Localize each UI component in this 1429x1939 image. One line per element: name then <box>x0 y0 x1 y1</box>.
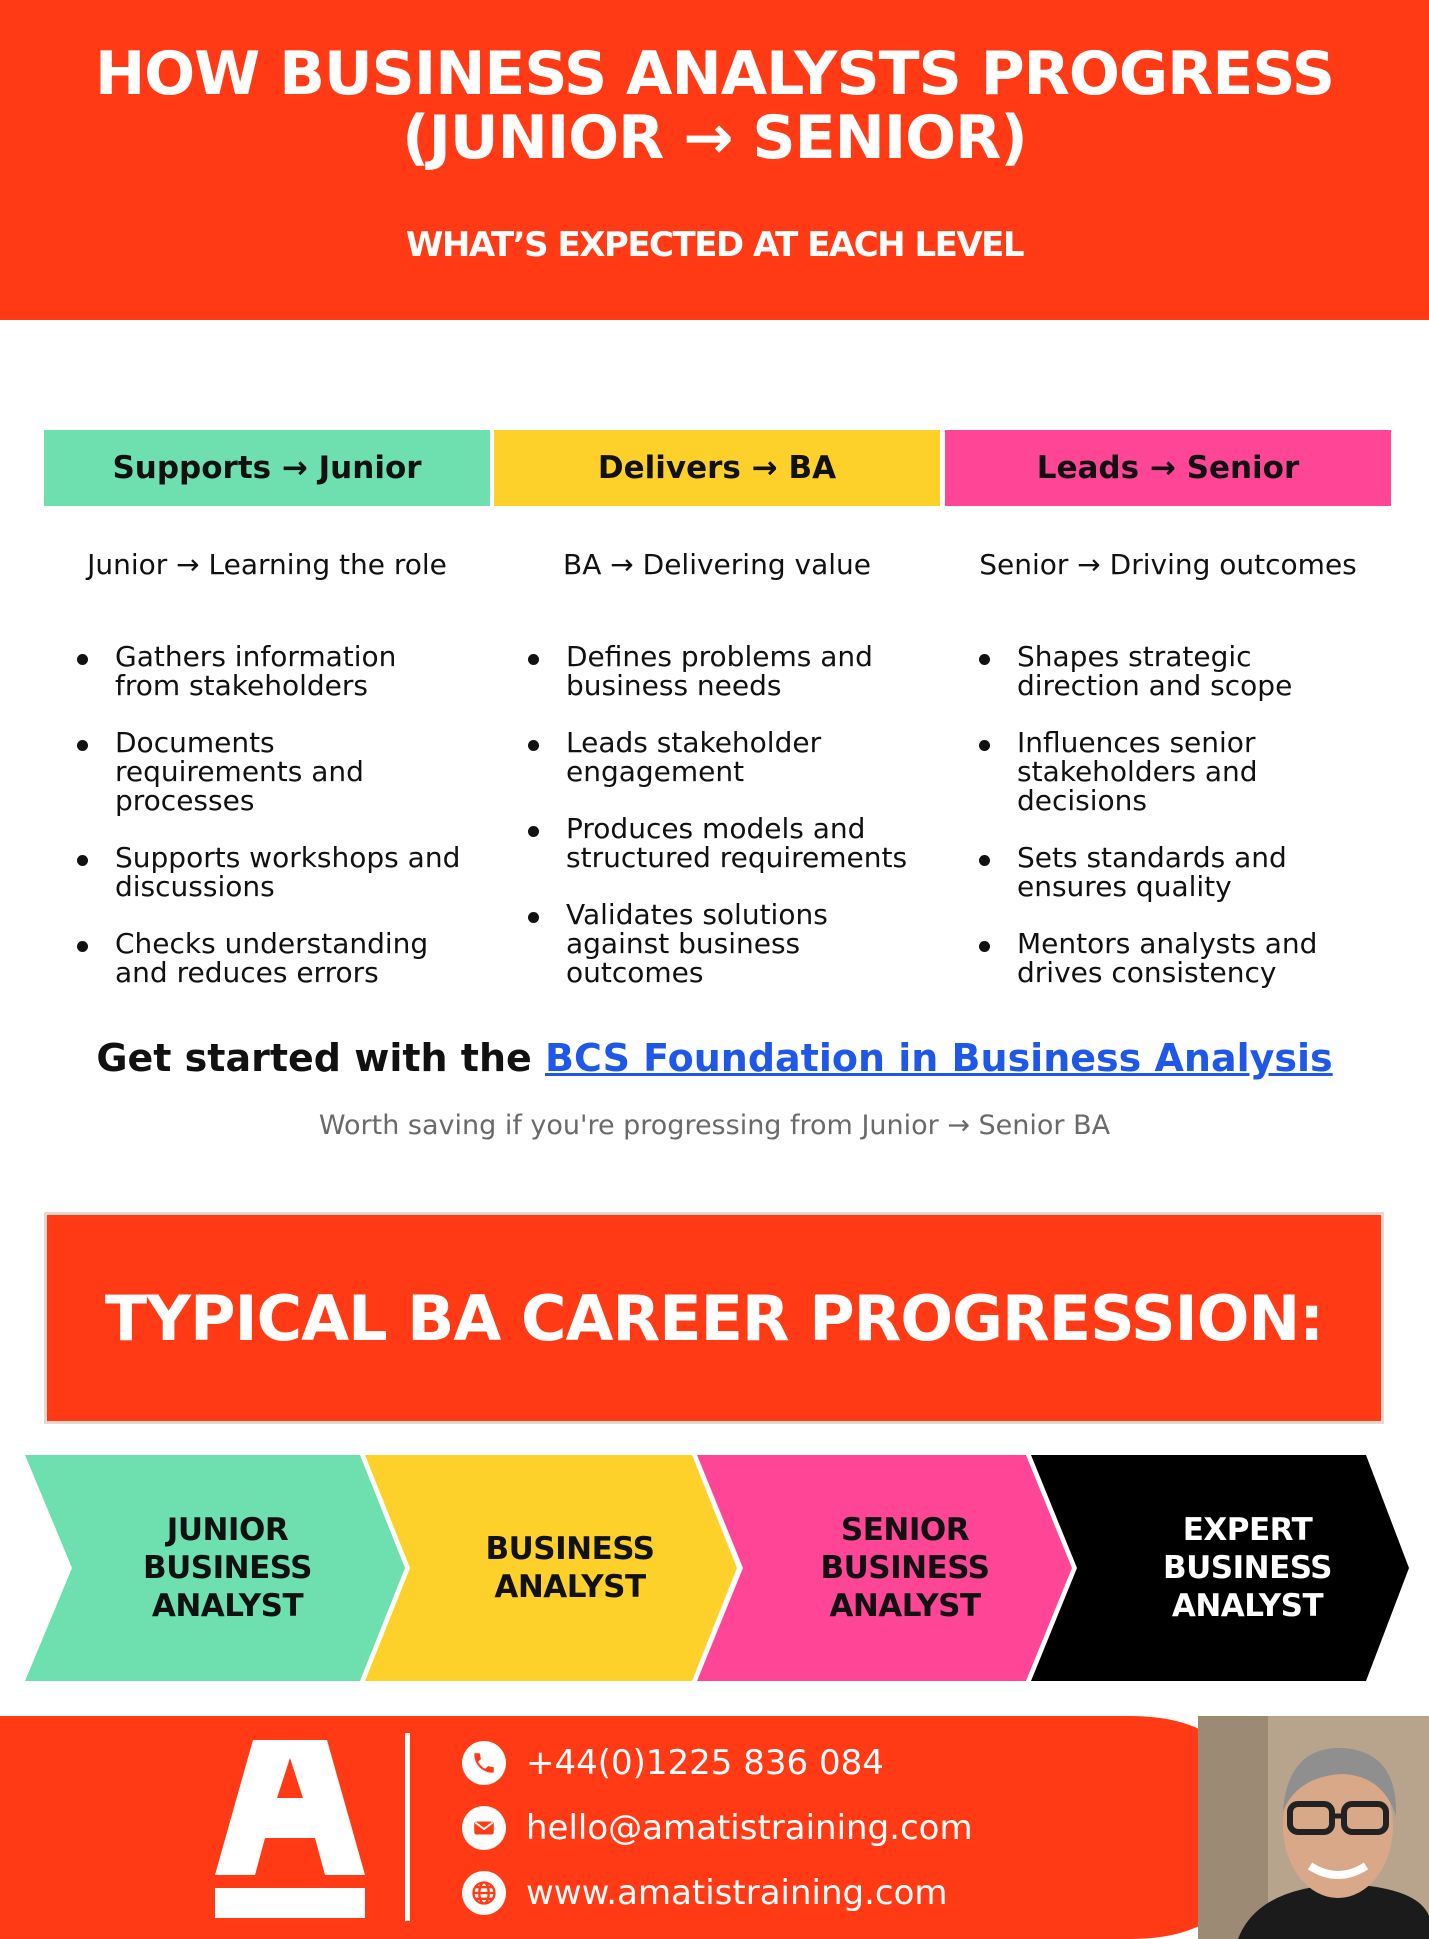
list-item: Checks understanding and reduces errors <box>75 929 480 987</box>
list-item: Influences senior stakeholders and decisions <box>977 728 1307 815</box>
list-item: Supports workshops and discussions <box>75 843 480 901</box>
phone-number: +44(0)1225 836 084 <box>526 1743 884 1783</box>
chevron-label-junior: JUNIOR BUSINESS ANALYST <box>142 1512 313 1624</box>
list-item: Shapes strategic direction and scope <box>977 642 1357 700</box>
email-icon <box>462 1806 506 1850</box>
ba-expectations-list <box>526 642 926 1015</box>
cta-line <box>0 1036 1429 1080</box>
column-subheading-junior: Junior → Learning the role <box>87 548 447 581</box>
phone-icon <box>462 1741 506 1785</box>
saving-note: Worth saving if you're progressing from Junior → Senior BA <box>318 1110 1111 1141</box>
chevron-label-ba: BUSINESS ANALYST <box>485 1531 655 1605</box>
list-item: Gathers information from stakeholders <box>75 642 430 700</box>
presenter-photo <box>1198 1716 1429 1939</box>
column-heading-junior: Supports → Junior <box>44 430 490 506</box>
senior-expectations-list <box>977 642 1377 1015</box>
column-subheading-senior: Senior → Driving outcomes <box>979 548 1357 581</box>
bcs-foundation-link[interactable]: BCS Foundation in Business Analysis <box>545 1036 1333 1080</box>
title-line-1: HOW BUSINESS ANALYSTS PROGRESS <box>94 39 1335 109</box>
amatis-logo-icon <box>215 1740 365 1918</box>
globe-icon <box>462 1871 506 1915</box>
column-subheading-ba: BA → Delivering value <box>563 548 871 581</box>
junior-expectations-list <box>75 642 475 1015</box>
career-progression-banner: TYPICAL BA CAREER PROGRESSION: <box>44 1212 1384 1424</box>
website-url: www.amatistraining.com <box>526 1873 948 1913</box>
footer-divider <box>405 1733 410 1921</box>
contact-website[interactable] <box>462 1868 948 1918</box>
chevron-label-expert: EXPERT BUSINESS ANALYST <box>1162 1512 1333 1624</box>
list-item: Mentors analysts and drives consistency <box>977 929 1387 987</box>
contact-phone[interactable] <box>462 1738 884 1788</box>
page-subtitle: WHAT’S EXPECTED AT EACH LEVEL <box>405 225 1024 265</box>
contact-email[interactable] <box>462 1803 973 1853</box>
list-item: Sets standards and ensures quality <box>977 843 1357 901</box>
title-line-2: (JUNIOR → SENIOR) <box>402 103 1027 173</box>
list-item: Leads stakeholder engagement <box>526 728 896 786</box>
list-item: Validates solutions against business outcomes <box>526 900 866 987</box>
chevron-label-senior: SENIOR BUSINESS ANALYST <box>820 1512 990 1624</box>
email-address: hello@amatistraining.com <box>526 1808 973 1848</box>
column-heading-senior: Leads → Senior <box>945 430 1391 506</box>
list-item: Documents requirements and processes <box>75 728 430 815</box>
cta-prefix: Get started with the <box>96 1036 546 1080</box>
column-heading-ba: Delivers → BA <box>494 430 940 506</box>
list-item: Defines problems and business needs <box>526 642 896 700</box>
list-item: Produces models and structured requirements <box>526 814 946 872</box>
page-title <box>0 39 1429 173</box>
